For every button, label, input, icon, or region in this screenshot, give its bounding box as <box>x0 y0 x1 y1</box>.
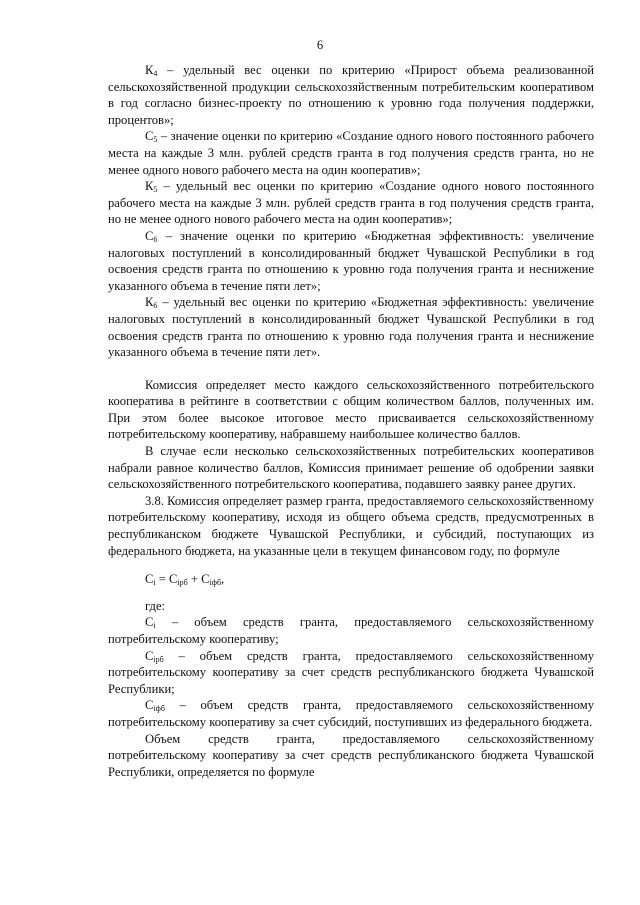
k4-definition: $К_4$ – удельный вес оценки по критерию «Прирост объема реализованной сельскохозяйственной продукции сельскохозяйственным потребительским кооперативом в год согласно бизнес-проекту по отношению к уровню года получения поддержки, процентов»; <box>108 63 594 127</box>
where-label: где: <box>145 598 166 613</box>
rating-paragraph: Комиссия определяет место каждого сельскохозяйственного потребительского кооператива в рейтинге в соответствии с общим количеством баллов, полученных им. При этом более высокое итоговое место присваивается сельскохозяйственному потребительскому кооперативу, набравшему наибольшее количество баллов. <box>108 377 594 442</box>
c6-definition: $С_6$ – значение оценки по критерию «Бюджетная эффективность: увеличение налоговых поступлений в консолидированный бюджет Чувашской Республики в год освоения средств гранта по отношению к уровню года получения гранта и неснижение указанного объема в течение пяти лет»; <box>108 228 594 293</box>
final-paragraph: Объем средств гранта, предоставляемого сельскохозяйственному потребительскому кооперативу за счет средств республиканского бюджета Чувашской Республики, определяется по формуле <box>108 731 594 779</box>
c5-definition: $С_5$ – значение оценки по критерию «Создание одного нового постоянного рабочего места на каждые 3 млн. рублей средств гранта в год получения средств гранта, но не менее одного нового рабочего места на один кооператив»; <box>108 129 594 177</box>
k6-definition: $К_6$ – удельный вес оценки по критерию «Бюджетная эффективность: увеличение налоговых поступлений в консолидированный бюджет Чувашской Республики в год освоения средств гранта по отношению к уровню года получения гранта и неснижение указанного объема в течение пяти лет». <box>108 295 594 360</box>
cirb-definition: $С_{iрб}$ – объем средств гранта, предоставляемого сельскохозяйственному потребительскому кооперативу за счет средств республиканского бюджета Чувашской Республики; <box>108 648 594 696</box>
document-body <box>108 62 594 780</box>
page-number: 6 <box>316 38 324 52</box>
grant-formula: $С_i = С_{iрб} + С_{iфб}$, <box>145 572 225 588</box>
equal-score-paragraph: В случае если несколько сельскохозяйственных потребительских кооперативов набрали равное количество баллов, Комиссия принимает решение об одобрении заявки сельскохозяйственного потребительского кооператива, подавшего заявку ранее других. <box>108 444 594 492</box>
ci-definition: $С_i$ – объем средств гранта, предоставляемого сельскохозяйственному потребительскому кооперативу; <box>108 615 594 646</box>
cifb-definition: $С_{iфб}$ – объем средств гранта, предоставляемого сельскохозяйственному потребительскому кооперативу за счет субсидий, поступивших из федерального бюджета. <box>108 698 594 729</box>
section-3-8-paragraph: 3.8. Комиссия определяет размер гранта, предоставляемого сельскохозяйственному потребительскому кооперативу, исходя из общего объема средств, предусмотренных в республиканском бюджете Чувашской Республики, и субсидий, поступающих из федерального бюджета, на указанные цели в текущем финансовом году, по формуле <box>108 493 594 558</box>
k5-definition: $К_5$ – удельный вес оценки по критерию «Создание одного нового постоянного рабочего места на каждые 3 млн. рублей средств гранта в год получения средств гранта, но не менее одного нового рабочего места на один кооператив»; <box>108 179 594 227</box>
